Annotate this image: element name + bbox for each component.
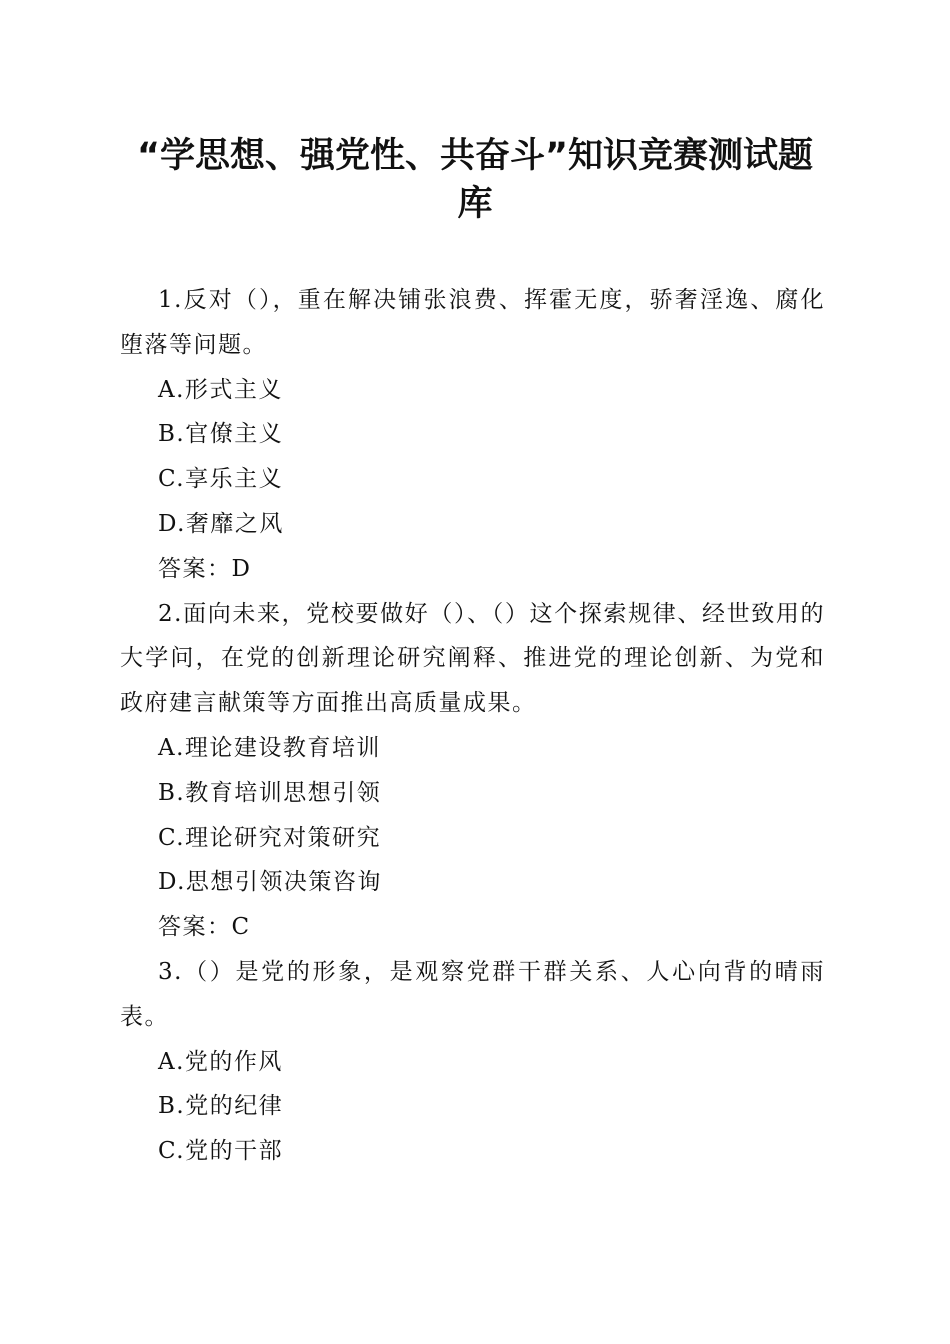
question-2-option-d: D.思想引领决策咨询 [158,869,382,896]
question-3-option-a: A.党的作风 [158,1048,283,1075]
question-1-answer: 答案：D [158,555,252,582]
question-stem-3: 3.（）是党的形象，是观察党群干群关系、人心向背的晴雨表。 [120,958,825,1030]
title-line-2: 库 [457,184,493,224]
question-1-option-b: B.官僚主义 [158,421,284,448]
question-2-option-b: B.教育培训思想引领 [158,779,382,806]
question-2-option-a: A.理论建设教育培训 [158,734,381,761]
question-1-option-a: A.形式主义 [158,376,283,403]
question-2-answer: 答案：C [158,914,251,941]
question-1-option-c: C.享乐主义 [158,466,284,493]
question-3-option-b: B.党的纪律 [158,1093,284,1120]
question-2-option-c: C.理论研究对策研究 [158,824,382,851]
question-list [120,278,825,1174]
document-title [110,132,840,228]
question-3-option-c: C.党的干部 [158,1138,284,1165]
title-line-1: “学思想、强党性、共奋斗”知识竞赛测试题 [136,136,813,176]
question-stem-1: 1.反对（），重在解决铺张浪费、挥霍无度，骄奢淫逸、腐化堕落等问题。 [120,287,825,358]
question-stem-2: 2.面向未来，党校要做好（）、（）这个探索规律、经世致用的大学问，在党的创新理论研究阐释、推进党的理论创新、为党和政府建言献策等方面推出高质量成果。 [120,600,825,717]
question-1-option-d: D.奢靡之风 [158,510,284,537]
